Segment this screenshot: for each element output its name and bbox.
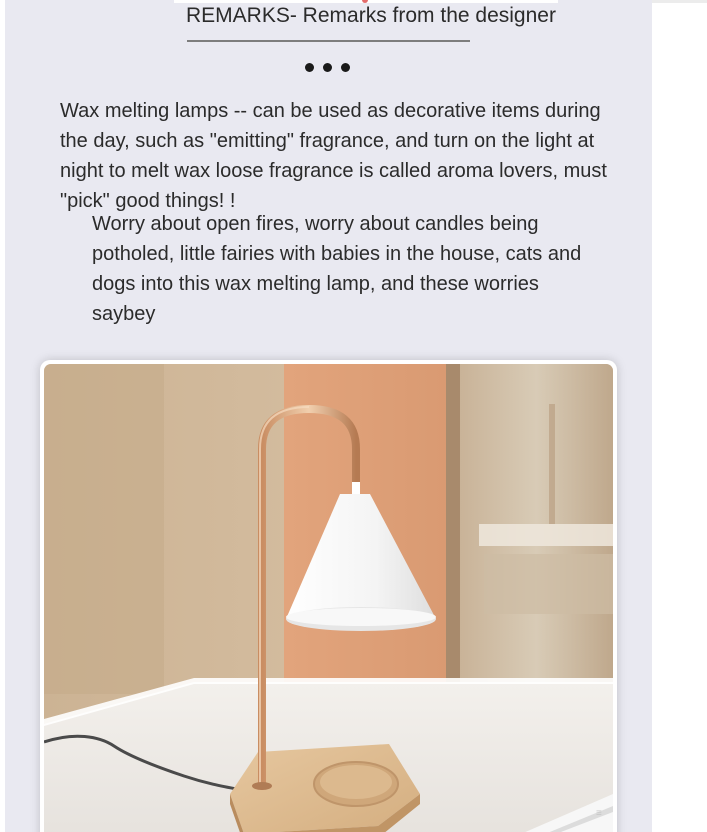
dot-icon (341, 63, 350, 72)
wax-melting-lamp-photo (44, 364, 613, 832)
svg-text:≡: ≡ (596, 808, 602, 819)
section-title: REMARKS- Remarks from the designer (186, 4, 556, 27)
top-edge-divider (652, 0, 707, 3)
dot-icon (323, 63, 332, 72)
dot-icon (305, 63, 314, 72)
worries-paragraph: Worry about open fires, worry about candles being potholed, little fairies with babies in the house, cats and dogs into this wax melting lamp, and these worries saybey (92, 213, 582, 325)
title-underline (187, 40, 470, 42)
ellipsis-dots-icon (305, 63, 351, 73)
right-margin (652, 0, 707, 832)
product-photo-card (40, 360, 617, 832)
description-paragraph: Wax melting lamps -- can be used as decorative items during the day, such as "emitting" fragrance, and turn on the light at night to melt wax loose fragrance is called aroma lovers, must "pick" good things! ! (60, 100, 607, 212)
